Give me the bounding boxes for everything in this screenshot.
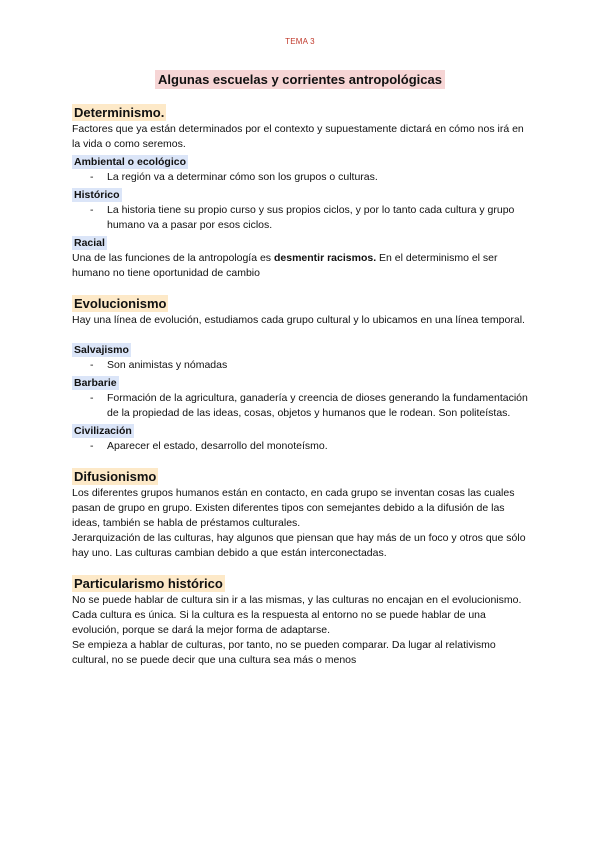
racial-text-before: Una de las funciones de la antropología es: [72, 252, 274, 264]
racial-text-bold: desmentir racismos.: [273, 252, 377, 264]
section-difusionismo: [72, 468, 532, 561]
list-item: [72, 391, 532, 421]
paragraph-particularismo-3: Se empieza a hablar de culturas, por tanto, no se pueden comparar. Da lugar al relativismo cultural, no se puede decir que una cultura sea más o menos: [72, 639, 496, 666]
bullet-text: Son animistas y nómadas: [107, 359, 228, 371]
paragraph-evolucionismo-intro: Hay una línea de evolución, estudiamos cada grupo cultural y lo ubicamos en una línea temporal.: [72, 314, 525, 326]
bullet-dash: -: [90, 171, 94, 183]
bullet-dash: -: [90, 204, 94, 216]
bullet-text: Formación de la agricultura, ganadería y creencia de dioses generando la fundamentación de la propiedad de las ideas, cosas, objetos y humanos que le rodean. Son politeístas.: [107, 392, 528, 419]
subheading-barbarie: Barbarie: [74, 377, 117, 389]
paragraph-particularismo-1: No se puede hablar de cultura sin ir a las mismas, y las culturas no encajan en el evolucionismo.: [72, 594, 522, 606]
section-determinismo: [72, 104, 532, 281]
subheading-ambiental: Ambiental o ecológico: [74, 156, 187, 168]
paragraph-difusionismo-1: Los diferentes grupos humanos están en contacto, en cada grupo se inventan cosas las cuales pasan de grupo en grupo. Existen diferentes tipos con semejantes debido a la difusión de las ideas, también se habla de préstamos culturales.: [72, 487, 515, 529]
heading-particularismo: Particularismo histórico: [74, 576, 223, 591]
section-particularismo: [72, 575, 532, 668]
heading-determinismo: Determinismo.: [74, 105, 165, 120]
heading-difusionismo: Difusionismo: [74, 469, 157, 484]
subheading-racial: Racial: [74, 237, 105, 249]
bullet-text: La región va a determinar cómo son los grupos o culturas.: [107, 171, 378, 183]
paragraph-particularismo-2: Cada cultura es única. Si la cultura es la respuesta al entorno no se puede hablar de una evolución, porque se dará la mejor forma de adaptarse.: [72, 609, 486, 636]
title-wrapper: [0, 70, 600, 89]
bullet-text: Aparecer el estado, desarrollo del monoteísmo.: [107, 440, 328, 452]
list-item: [72, 170, 532, 185]
topic-header: TEMA 3: [285, 37, 315, 46]
list-item: [72, 358, 532, 373]
bullet-dash: -: [90, 392, 94, 404]
paragraph-racial: [72, 251, 532, 281]
section-evolucionismo: [72, 295, 532, 454]
document-title: Algunas escuelas y corrientes antropológicas: [155, 70, 445, 89]
list-item: [72, 203, 532, 233]
subheading-historico: Histórico: [74, 189, 120, 201]
racial-text-after: En el determinismo el ser humano no tiene oportunidad de cambio: [72, 252, 498, 279]
document-body: [72, 104, 532, 668]
paragraph-difusionismo-2: Jerarquización de las culturas, hay algunos que piensan que hay más de un foco y otros que sólo hay uno. Las culturas cambian debido a que están interconectadas.: [72, 532, 526, 559]
subheading-salvajismo: Salvajismo: [74, 344, 129, 356]
bullet-text: La historia tiene su propio curso y sus propios ciclos, y por lo tanto cada cultura y grupo humano va a pasar por esos ciclos.: [107, 204, 515, 231]
bullet-dash: -: [90, 440, 94, 452]
list-item: [72, 439, 532, 454]
paragraph-determinismo-intro: Factores que ya están determinados por el contexto y supuestamente dictará en cómo nos irá en la vida o como seremos.: [72, 123, 524, 150]
subheading-civilizacion: Civilización: [74, 425, 132, 437]
bullet-dash: -: [90, 359, 94, 371]
heading-evolucionismo: Evolucionismo: [74, 296, 167, 311]
